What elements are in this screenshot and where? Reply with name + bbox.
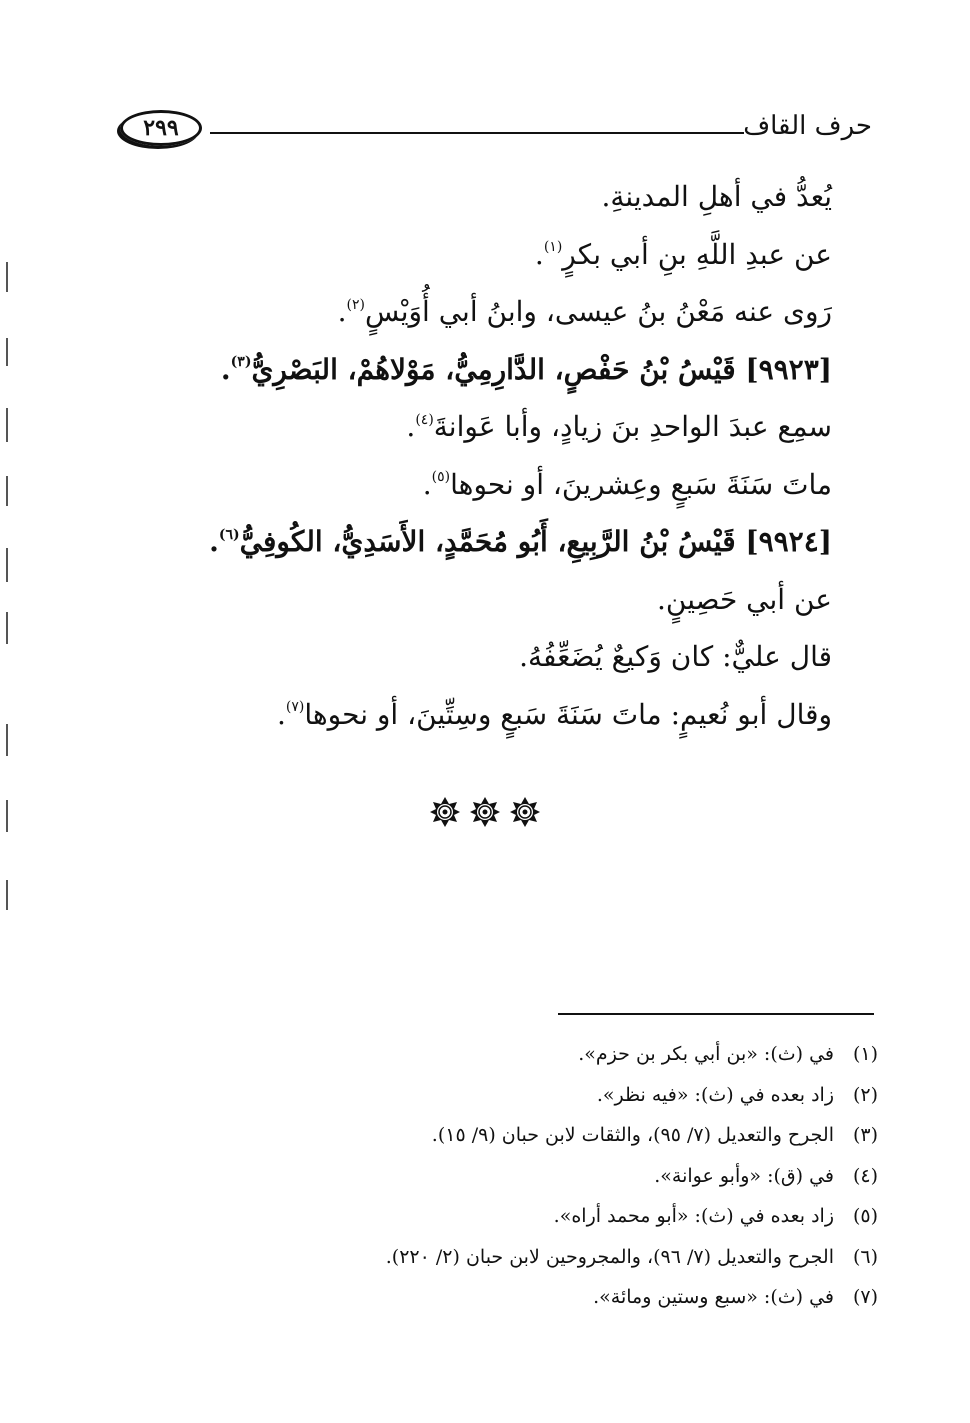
footnote-ref: (٢) — [346, 296, 366, 313]
footnote-text: في (ق): «وأبو عوانة». — [654, 1164, 834, 1187]
footnote-text: الجرح والتعديل (٧/ ٩٦)، والمجروحين لابن حبان (٢/ ٢٢٠). — [385, 1245, 834, 1268]
line-text: عن أبي حَصِينٍ. — [657, 582, 832, 616]
footnote-number: (٧) — [852, 1286, 878, 1308]
line-end-period: . — [220, 352, 231, 386]
text-line — [112, 226, 832, 284]
line-end-period: . — [209, 525, 219, 558]
footnote — [238, 1196, 878, 1237]
footnote — [238, 1277, 878, 1318]
footnote-number: (٢) — [852, 1083, 878, 1106]
footnote — [238, 1115, 878, 1156]
line-end-period: . — [534, 237, 544, 271]
scan-edge-mark — [6, 338, 8, 366]
line-end-period: . — [406, 410, 416, 443]
line-text: قال عليٌّ: كان وَكيعٌ يُضَعِّفُهُ. — [519, 640, 832, 673]
entry-heading-line — [112, 341, 832, 399]
text-line — [112, 283, 832, 341]
text-line — [112, 571, 832, 629]
line-text: وقال أبو نُعيمٍ: ماتَ سَنَةَ سَبعٍ وسِتِّينَ، أو نحوها — [304, 697, 832, 731]
scan-edge-mark — [6, 408, 8, 442]
footnote — [238, 1034, 878, 1075]
line-text: [٩٩٢٤] قَيْسُ بْنُ الرَّبِيعِ، أَبُو مُحَمَّدٍ، الأَسَدِيُّ، الكُوفِيُّ — [239, 525, 832, 558]
scan-edge-mark — [6, 548, 8, 582]
page-number: ٢٩٩ — [120, 110, 202, 146]
footnote-ref: (٤) — [415, 411, 434, 428]
footnote-text: زاد بعده في (ث): «أبو محمد أراه». — [553, 1205, 834, 1227]
footnotes — [238, 1034, 878, 1318]
text-line — [112, 168, 832, 226]
footnote-rule — [558, 1013, 874, 1015]
page-header — [120, 106, 872, 154]
footnote-text: في (ث): «سبع وستين ومائة». — [593, 1286, 834, 1308]
footnote-number: (٥) — [852, 1205, 878, 1227]
footnote-number: (١) — [852, 1043, 878, 1065]
footnote-number: (٦) — [852, 1245, 878, 1268]
line-text: رَوى عنه مَعْنُ بنُ عيسى، وابنُ أبي أُوَيْسٍ — [365, 295, 832, 328]
floral-ornament-icon — [469, 796, 501, 828]
footnote-ref: (٥) — [431, 469, 451, 486]
text-line — [112, 398, 832, 456]
text-line — [112, 628, 832, 686]
footnote-number: (٤) — [852, 1164, 878, 1187]
footnote-ref: (١) — [543, 239, 563, 256]
footnote-number: (٣) — [852, 1124, 878, 1146]
scan-edge-mark — [6, 262, 8, 292]
footnote-ref: (٣) — [230, 354, 252, 371]
main-text — [112, 168, 832, 743]
footnote-text: في (ث): «بن أبي بكر بن حزم». — [578, 1043, 834, 1065]
footnote — [238, 1156, 878, 1197]
footnote-ref: (٧) — [285, 699, 305, 716]
footnote-ref: (٦) — [218, 526, 240, 543]
line-text: يُعدُّ في أهلِ المدينةِ. — [601, 180, 832, 213]
scan-edge-mark — [6, 724, 8, 756]
line-text: [٩٩٢٣] قَيْسُ بْنُ حَفْصٍ، الدَّارِمِيُّ، مَوْلاهُمْ، البَصْرِيُّ — [251, 352, 832, 386]
scan-edge-mark — [6, 880, 8, 910]
line-text: سمِع عبدَ الواحدِ بنَ زيادٍ، وأبا عَوانةَ — [433, 410, 832, 443]
scan-edge-mark — [6, 476, 8, 506]
footnote-text: الجرح والتعديل (٧/ ٩٥)، والثقات لابن حبان (٩/ ١٥). — [431, 1124, 834, 1146]
scan-edge-mark — [6, 612, 8, 644]
line-end-period: . — [337, 295, 347, 328]
line-end-period: . — [422, 467, 432, 501]
floral-ornament-icon — [429, 796, 461, 828]
line-end-period: . — [277, 697, 286, 731]
header-rule — [210, 132, 744, 134]
footnote-text: زاد بعده في (ث): «فيه نظر». — [596, 1083, 834, 1106]
footnote — [238, 1075, 878, 1116]
text-line — [112, 456, 832, 514]
footnote — [238, 1237, 878, 1278]
floral-ornament-icon — [509, 796, 541, 828]
entry-heading-line — [112, 513, 832, 571]
line-text: عن عبدِ اللَّهِ بنِ أبي بكرٍ — [562, 237, 832, 271]
text-line — [112, 686, 832, 744]
line-text: ماتَ سَنَةَ سَبعٍ وعِشرينَ، أو نحوها — [450, 467, 832, 501]
running-title: حرف القاف — [743, 111, 872, 141]
section-ornaments — [0, 796, 970, 830]
